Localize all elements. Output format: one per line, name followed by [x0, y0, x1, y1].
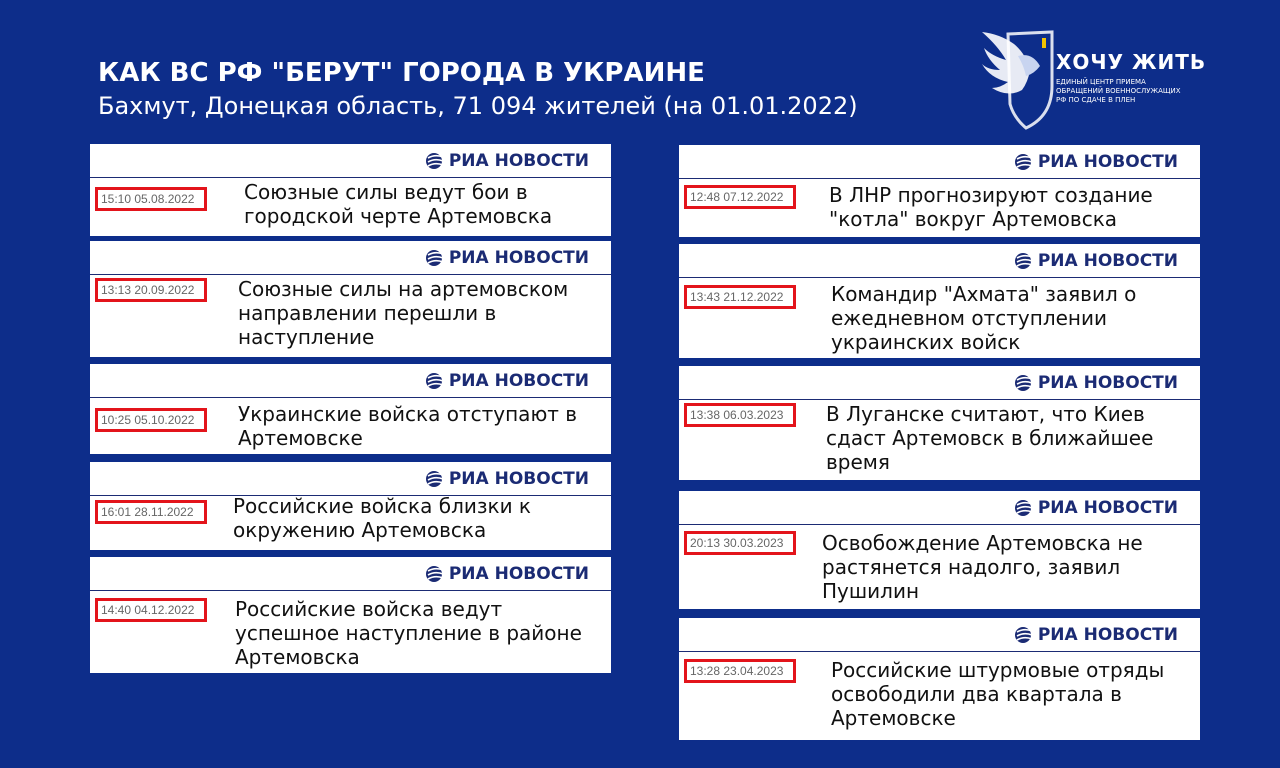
- headline-line: Союзные силы ведут бои в: [244, 180, 528, 204]
- news-headline: [831, 658, 1164, 730]
- headline-line: окружению Артемовска: [233, 518, 487, 542]
- news-card: [90, 557, 611, 673]
- news-timestamp: 16:01 28.11.2022: [95, 500, 207, 524]
- news-card: [679, 366, 1200, 480]
- headline-line: Украинские войска отступают в: [238, 402, 578, 426]
- news-card: [90, 241, 611, 357]
- headline-line: ежедневном отступлении: [831, 306, 1107, 330]
- news-headline: [831, 282, 1136, 354]
- page-subtitle: Бахмут, Донецкая область, 71 094 жителей (на 01.01.2022): [98, 92, 858, 120]
- logo-title: ХОЧУ ЖИТЬ: [1056, 50, 1207, 74]
- headline-line: Командир "Ахмата" заявил о: [831, 282, 1137, 306]
- ria-globe-icon: [425, 470, 445, 488]
- ria-novosti-logo: [1014, 498, 1178, 518]
- news-timestamp: 13:38 06.03.2023: [684, 403, 796, 427]
- ria-novosti-label: РИА НОВОСТИ: [448, 151, 589, 171]
- headline-line: Российские штурмовые отряды: [831, 658, 1165, 682]
- headline-line: растянется надолго, заявил: [822, 555, 1121, 579]
- ria-globe-icon: [1014, 499, 1034, 517]
- ria-novosti-logo: [425, 371, 589, 391]
- news-headline: [244, 180, 552, 228]
- headline-line: Российские войска близки к: [233, 494, 531, 518]
- news-timestamp: 12:48 07.12.2022: [684, 185, 796, 209]
- news-headline: [826, 402, 1153, 474]
- ria-globe-icon: [1014, 626, 1034, 644]
- ria-globe-icon: [425, 152, 445, 170]
- news-card-header: [679, 145, 1200, 179]
- news-timestamp: 15:10 05.08.2022: [95, 187, 207, 211]
- news-headline: [238, 277, 568, 349]
- ria-novosti-logo: [1014, 373, 1178, 393]
- ria-novosti-logo: [425, 248, 589, 268]
- news-card-header: [90, 241, 611, 275]
- news-card: [90, 144, 611, 236]
- news-timestamp: 10:25 05.10.2022: [95, 408, 207, 432]
- ria-novosti-label: РИА НОВОСТИ: [448, 564, 589, 584]
- headline-line: Артемовске: [238, 426, 363, 450]
- headline-line: Союзные силы на артемовском: [238, 277, 569, 301]
- news-timestamp: 20:13 30.03.2023: [684, 531, 796, 555]
- ria-novosti-label: РИА НОВОСТИ: [448, 248, 589, 268]
- ria-globe-icon: [1014, 374, 1034, 392]
- news-card: [90, 364, 611, 454]
- headline-line: "котла" вокруг Артемовска: [829, 207, 1118, 231]
- news-timestamp: 13:43 21.12.2022: [684, 285, 796, 309]
- news-card: [679, 618, 1200, 740]
- news-card-header: [90, 462, 611, 496]
- news-card-header: [90, 557, 611, 591]
- headline-line: наступление: [238, 325, 375, 349]
- headline-line: Освобождение Артемовска не: [822, 531, 1143, 555]
- headline-line: городской черте Артемовска: [244, 204, 553, 228]
- headline-line: Пушилин: [822, 579, 920, 603]
- ria-novosti-label: РИА НОВОСТИ: [1037, 625, 1178, 645]
- ria-globe-icon: [1014, 153, 1034, 171]
- ria-novosti-label: РИА НОВОСТИ: [1037, 152, 1178, 172]
- news-headline: [238, 402, 577, 450]
- news-card: [679, 145, 1200, 237]
- ria-novosti-logo: [425, 564, 589, 584]
- headline-line: В ЛНР прогнозируют создание: [829, 183, 1153, 207]
- news-card-header: [679, 491, 1200, 525]
- news-card: [679, 491, 1200, 609]
- headline-line: Артемовске: [831, 706, 956, 730]
- headline-line: Российские войска ведут: [235, 597, 503, 621]
- news-card: [90, 462, 611, 550]
- news-headline: [233, 494, 531, 542]
- ria-novosti-label: РИА НОВОСТИ: [1037, 373, 1178, 393]
- logo-sub-line: ЕДИНЫЙ ЦЕНТР ПРИЕМА: [1056, 78, 1146, 86]
- logo-sub-line: ОБРАЩЕНИЙ ВОЕННОСЛУЖАЩИХ: [1056, 87, 1181, 95]
- news-headline: [822, 531, 1143, 603]
- headline-line: направлении перешли в: [238, 301, 497, 325]
- headline-line: успешное наступление в районе: [235, 621, 582, 645]
- ria-globe-icon: [425, 249, 445, 267]
- ria-novosti-label: РИА НОВОСТИ: [1037, 251, 1178, 271]
- headline-line: Артемовска: [235, 645, 360, 669]
- ria-globe-icon: [425, 372, 445, 390]
- ria-novosti-label: РИА НОВОСТИ: [448, 371, 589, 391]
- news-card-header: [679, 618, 1200, 652]
- news-headline: [829, 183, 1153, 231]
- headline-line: время: [826, 450, 890, 474]
- ria-novosti-logo: [1014, 625, 1178, 645]
- headline-line: сдаст Артемовск в ближайшее: [826, 426, 1154, 450]
- logo-sub-line: РФ ПО СДАЧЕ В ПЛЕН: [1056, 96, 1136, 104]
- logo: [978, 26, 1208, 130]
- page-title: КАК ВС РФ "БЕРУТ" ГОРОДА В УКРАИНЕ: [98, 58, 705, 88]
- news-card-header: [679, 244, 1200, 278]
- ria-novosti-logo: [425, 151, 589, 171]
- news-timestamp: 13:28 23.04.2023: [684, 659, 796, 683]
- ria-globe-icon: [1014, 252, 1034, 270]
- news-headline: [235, 597, 582, 669]
- logo-subtitle: [1056, 78, 1181, 105]
- ria-novosti-logo: [1014, 251, 1178, 271]
- ria-novosti-label: РИА НОВОСТИ: [448, 469, 589, 489]
- news-card: [679, 244, 1200, 358]
- headline-line: В Луганске считают, что Киев: [826, 402, 1145, 426]
- eagle-shield-icon: [978, 26, 1058, 130]
- ria-novosti-label: РИА НОВОСТИ: [1037, 498, 1178, 518]
- news-timestamp: 14:40 04.12.2022: [95, 598, 207, 622]
- news-card-header: [90, 364, 611, 398]
- news-timestamp: 13:13 20.09.2022: [95, 278, 207, 302]
- ria-globe-icon: [425, 565, 445, 583]
- headline-line: украинских войск: [831, 330, 1021, 354]
- ria-novosti-logo: [425, 469, 589, 489]
- headline-line: освободили два квартала в: [831, 682, 1122, 706]
- news-card-header: [90, 144, 611, 178]
- news-card-header: [679, 366, 1200, 400]
- ria-novosti-logo: [1014, 152, 1178, 172]
